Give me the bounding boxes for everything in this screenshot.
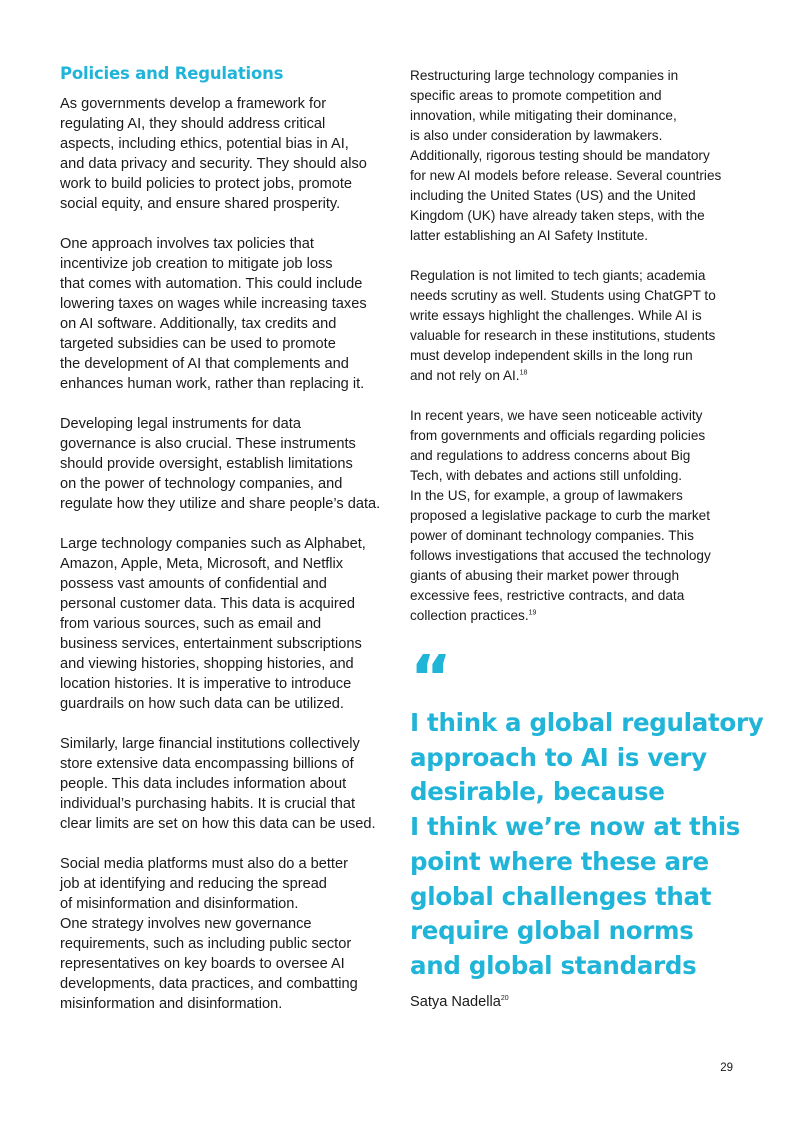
left-paragraphs xyxy=(60,94,385,1014)
text-line xyxy=(410,206,740,226)
quote-line: point where these are xyxy=(410,846,709,876)
text-line: One strategy involves new governance xyxy=(60,916,312,932)
text-line-content: giants of abusing their market power through xyxy=(410,568,680,583)
left-column xyxy=(60,62,385,1034)
body-paragraph xyxy=(60,734,385,834)
quote-author: Satya Nadella xyxy=(410,993,501,1010)
text-line-content: from governments and officials regarding policies xyxy=(410,428,706,443)
quote-line: global challenges that xyxy=(410,881,712,911)
text-line: personal customer data. This data is acquired xyxy=(60,596,356,612)
text-line: One approach involves tax policies that xyxy=(60,236,314,252)
text-line-content: follows investigations that accused the technology xyxy=(410,548,711,563)
right-paragraphs xyxy=(410,66,740,626)
body-paragraph xyxy=(60,234,385,394)
body-paragraph xyxy=(410,266,740,386)
text-line-content: excessive fees, restrictive contracts, and data xyxy=(410,588,685,603)
text-line-content: In recent years, we have seen noticeable activity xyxy=(410,408,703,423)
text-line: and viewing histories, shopping histories, and xyxy=(60,656,354,672)
text-line-content: Tech, with debates and actions still unfolding. xyxy=(410,468,683,483)
text-line-content: innovation, while mitigating their dominance, xyxy=(410,108,677,123)
text-line-content: is also under consideration by lawmakers. xyxy=(410,128,663,143)
text-line xyxy=(410,106,740,126)
text-line: guardrails on how such data can be utilized. xyxy=(60,696,344,712)
quote-line: I think we’re now at this xyxy=(410,812,741,842)
text-line: individual’s purchasing habits. It is crucial that xyxy=(60,796,356,812)
text-line: regulate how they utilize and share people’s data. xyxy=(60,496,381,512)
text-line-content: for new AI models before release. Several countries xyxy=(410,168,722,183)
text-line: that comes with automation. This could include xyxy=(60,276,363,292)
text-line xyxy=(410,326,740,346)
text-line: enhances human work, rather than replacing it. xyxy=(60,376,365,392)
text-line-content: power of dominant technology companies. This xyxy=(410,528,694,543)
text-line: governance is also crucial. These instruments xyxy=(60,436,356,452)
text-line xyxy=(410,446,740,466)
body-paragraph xyxy=(410,66,740,246)
text-line: Similarly, large financial institutions collectively xyxy=(60,736,360,752)
text-line: misinformation and disinformation. xyxy=(60,996,283,1012)
text-line: store extensive data encompassing billions of xyxy=(60,756,354,772)
body-paragraph xyxy=(60,414,385,514)
text-line xyxy=(410,226,740,246)
text-line: from various sources, such as email and xyxy=(60,616,322,632)
text-line: people. This data includes information about xyxy=(60,776,347,792)
body-paragraph xyxy=(410,406,740,626)
text-line: requirements, such as including public sector xyxy=(60,936,352,952)
text-line: on the power of technology companies, and xyxy=(60,476,343,492)
text-line xyxy=(410,86,740,106)
text-line: Developing legal instruments for data xyxy=(60,416,301,432)
text-line xyxy=(410,406,740,426)
pull-quote xyxy=(410,706,764,984)
text-line: the development of AI that complements and xyxy=(60,356,349,372)
page-number: 29 xyxy=(720,1062,733,1074)
text-line-content: In the US, for example, a group of lawmakers xyxy=(410,488,683,503)
text-line: As governments develop a framework for xyxy=(60,96,327,112)
text-line: regulating AI, they should address critical xyxy=(60,116,326,132)
text-line: of misinformation and disinformation. xyxy=(60,896,299,912)
text-line xyxy=(410,266,740,286)
text-line-content: proposed a legislative package to curb the market xyxy=(410,508,710,523)
text-line-content: including the United States (US) and the United xyxy=(410,188,696,203)
text-line-content: write essays highlight the challenges. While AI is xyxy=(410,308,702,323)
text-line-content: and not rely on AI. xyxy=(410,368,520,383)
text-line-content: valuable for research in these institutions, students xyxy=(410,328,716,343)
text-line: business services, entertainment subscriptions xyxy=(60,636,362,652)
text-line xyxy=(410,166,740,186)
text-line-content: collection practices. xyxy=(410,608,529,623)
quote-mark-icon: “ xyxy=(410,654,447,692)
text-line: lowering taxes on wages while increasing taxes xyxy=(60,296,367,312)
text-line xyxy=(410,366,740,386)
text-line xyxy=(410,186,740,206)
section-heading: Policies and Regulations xyxy=(60,64,284,83)
text-line-content: needs scrutiny as well. Students using ChatGPT to xyxy=(410,288,716,303)
text-line-content: must develop independent skills in the long run xyxy=(410,348,693,363)
text-line: Large technology companies such as Alphabet, xyxy=(60,536,366,552)
text-line: should provide oversight, establish limitations xyxy=(60,456,353,472)
text-line xyxy=(410,426,740,446)
text-line: location histories. It is imperative to introduce xyxy=(60,676,352,692)
text-line: developments, data practices, and combatting xyxy=(60,976,358,992)
body-paragraph xyxy=(60,534,385,714)
text-line-content: specific areas to promote competition and xyxy=(410,88,662,103)
text-line-content: Kingdom (UK) have already taken steps, with the xyxy=(410,208,705,223)
text-line xyxy=(410,546,740,566)
text-line xyxy=(410,526,740,546)
text-line xyxy=(410,286,740,306)
text-line xyxy=(410,126,740,146)
text-line xyxy=(410,566,740,586)
body-paragraph xyxy=(60,94,385,214)
text-line: Social media platforms must also do a better xyxy=(60,856,348,872)
text-line: clear limits are set on how this data can be used. xyxy=(60,816,376,832)
text-line xyxy=(410,306,740,326)
text-line xyxy=(410,506,740,526)
text-line xyxy=(410,346,740,366)
text-line xyxy=(410,586,740,606)
text-line-content: and regulations to address concerns about Big xyxy=(410,448,691,463)
text-line: targeted subsidies can be used to promote xyxy=(60,336,336,352)
text-line-content: Restructuring large technology companies in xyxy=(410,68,679,83)
text-line: job at identifying and reducing the spread xyxy=(60,876,327,892)
quote-footnote-ref: 20 xyxy=(500,994,509,1002)
quote-line: require global norms xyxy=(410,916,694,946)
body-paragraph xyxy=(60,854,385,1014)
text-line: incentivize job creation to mitigate job loss xyxy=(60,256,333,272)
text-line xyxy=(410,466,740,486)
text-line: work to build policies to protect jobs, promote xyxy=(60,176,353,192)
text-line: aspects, including ethics, potential bias in AI, xyxy=(60,136,349,152)
text-line: Amazon, Apple, Meta, Microsoft, and Netflix xyxy=(60,556,344,572)
quote-line: approach to AI is very xyxy=(410,742,707,772)
text-line-content: Regulation is not limited to tech giants; academia xyxy=(410,268,706,283)
text-line: social equity, and ensure shared prosperity. xyxy=(60,196,341,212)
text-line xyxy=(410,486,740,506)
text-line-content: latter establishing an AI Safety Institute. xyxy=(410,228,649,243)
text-line xyxy=(410,66,740,86)
text-line: on AI software. Additionally, tax credits and xyxy=(60,316,337,332)
quote-line: I think a global regulatory xyxy=(410,708,764,737)
text-line: possess vast amounts of confidential and xyxy=(60,576,327,592)
text-line-content: Additionally, rigorous testing should be mandatory xyxy=(410,148,710,163)
quote-attribution xyxy=(410,992,740,1012)
quote-line: desirable, because xyxy=(410,777,665,807)
text-line xyxy=(410,146,740,166)
text-line xyxy=(410,606,740,626)
text-line: and data privacy and security. They should also xyxy=(60,156,367,172)
text-line: representatives on key boards to oversee AI xyxy=(60,956,345,972)
right-column xyxy=(410,66,764,1012)
quote-line: and global standards xyxy=(410,950,697,980)
footnote-ref: 19 xyxy=(528,609,537,617)
footnote-ref: 18 xyxy=(519,369,528,377)
